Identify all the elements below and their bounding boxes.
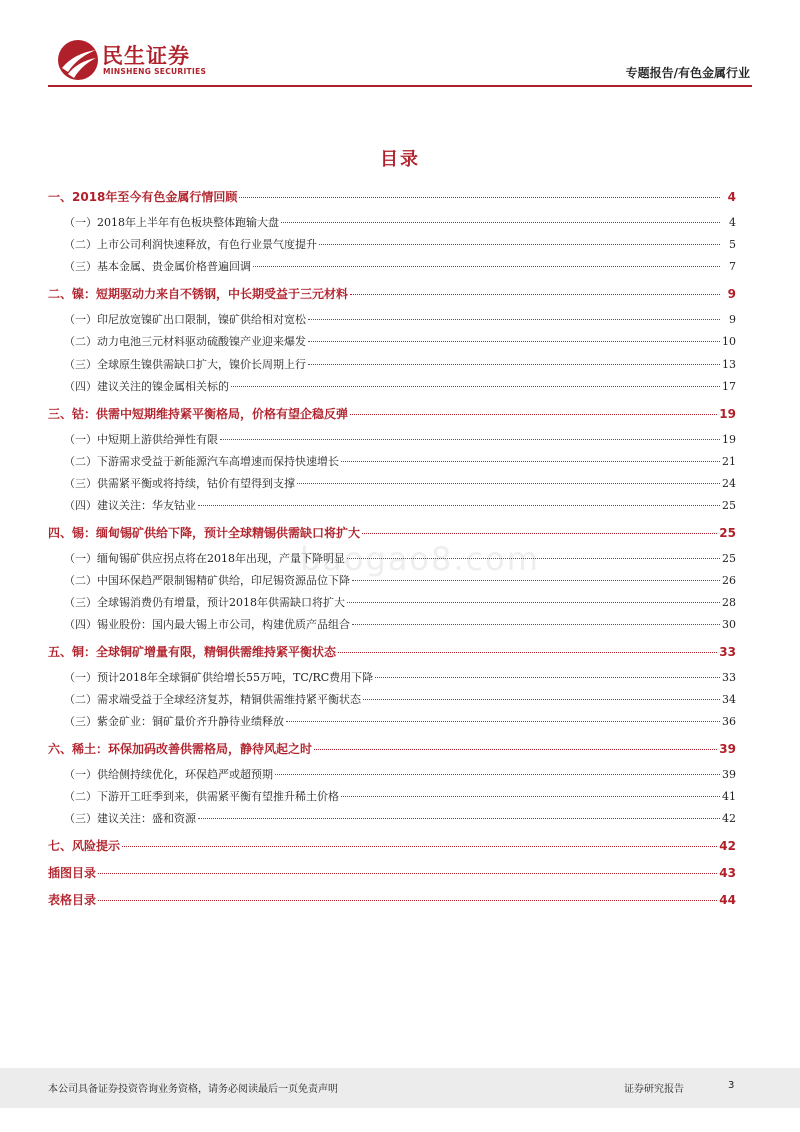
toc-entry-page: 5 bbox=[729, 238, 736, 251]
toc-entry-title: （二）下游需求受益于新能源汽车高增速而保持快速增长 bbox=[64, 455, 339, 468]
footer-disclaimer: 本公司具备证券投资咨询业务资格，请务必阅读最后一页免责声明 bbox=[48, 1084, 338, 1095]
toc-leader-dots bbox=[314, 749, 717, 750]
toc-leader-dots bbox=[347, 558, 720, 559]
toc-entry-page: 25 bbox=[722, 552, 736, 565]
report-type-label: 专题报告/有色金属行业 bbox=[625, 66, 750, 80]
toc-subsection-entry[interactable] bbox=[48, 616, 736, 634]
toc-entry-page: 9 bbox=[729, 313, 736, 326]
toc-entry-title: （四）建议关注的镍金属相关标的 bbox=[64, 380, 229, 393]
toc-entry-page: 34 bbox=[722, 693, 736, 706]
toc-entry-title: （一）2018年上半年有色板块整体跑输大盘 bbox=[64, 216, 279, 229]
toc-section-entry[interactable] bbox=[48, 405, 736, 423]
toc-subsection-entry[interactable] bbox=[48, 356, 736, 374]
toc-leader-dots bbox=[308, 364, 720, 365]
toc-leader-dots bbox=[352, 624, 720, 625]
toc-leader-dots bbox=[319, 244, 720, 245]
toc-entry-title: （二）中国环保趋严限制锡精矿供给，印尼锡资源品位下降 bbox=[64, 574, 350, 587]
toc-entry-page: 4 bbox=[727, 190, 736, 204]
toc-leader-dots bbox=[338, 652, 717, 653]
toc-subsection-entry[interactable] bbox=[48, 572, 736, 590]
toc-entry-title: （一）印尼放宽镍矿出口限制，镍矿供给相对宽松 bbox=[64, 313, 306, 326]
toc-subsection-entry[interactable] bbox=[48, 550, 736, 568]
toc-entry-page: 39 bbox=[722, 768, 736, 781]
toc-entry-page: 21 bbox=[722, 455, 736, 468]
toc-subsection-entry[interactable] bbox=[48, 669, 736, 687]
toc-entry-title: （三）基本金属、贵金属价格普遍回调 bbox=[64, 260, 251, 273]
toc-section-entry[interactable] bbox=[48, 864, 736, 882]
toc-entry-page: 19 bbox=[722, 433, 736, 446]
toc-leader-dots bbox=[308, 341, 720, 342]
footer-report-label: 证券研究报告 bbox=[624, 1084, 684, 1095]
toc-section-entry[interactable] bbox=[48, 285, 736, 303]
toc-leader-dots bbox=[198, 505, 720, 506]
logo-english-name: MINSHENG SECURITIES bbox=[103, 67, 207, 76]
toc-entry-page: 7 bbox=[729, 260, 736, 273]
toc-entry-page: 26 bbox=[722, 574, 736, 587]
toc-entry-title: 六、稀土：环保加码改善供需格局，静待风起之时 bbox=[48, 742, 313, 756]
toc-subsection-entry[interactable] bbox=[48, 497, 736, 515]
toc-subsection-entry[interactable] bbox=[48, 378, 736, 396]
toc-entry-title: 插图目录 bbox=[48, 866, 97, 880]
toc-subsection-entry[interactable] bbox=[48, 810, 736, 828]
toc-leader-dots bbox=[275, 774, 720, 775]
toc-entry-page: 24 bbox=[722, 477, 736, 490]
toc-entry-title: 三、钴：供需中短期维持紧平衡格局，价格有望企稳反弹 bbox=[48, 407, 349, 421]
toc-entry-title: 四、锡：缅甸锡矿供给下降，预计全球精锡供需缺口将扩大 bbox=[48, 526, 361, 540]
toc-entry-page: 28 bbox=[722, 596, 736, 609]
toc-leader-dots bbox=[363, 699, 720, 700]
toc-entry-title: （三）全球锡消费仍有增量，预计2018年供需缺口将扩大 bbox=[64, 596, 345, 609]
toc-entry-title: （二）上市公司利润快速释放，有色行业景气度提升 bbox=[64, 238, 317, 251]
toc-entry-title: （二）下游开工旺季到来，供需紧平衡有望推升稀土价格 bbox=[64, 790, 339, 803]
toc-entry-title: （三）紫金矿业：铜矿量价齐升静待业绩释放 bbox=[64, 715, 284, 728]
toc-leader-dots bbox=[98, 900, 717, 901]
toc-entry-page: 30 bbox=[722, 618, 736, 631]
toc-leader-dots bbox=[198, 818, 720, 819]
toc-entry-page: 36 bbox=[722, 715, 736, 728]
toc-leader-dots bbox=[122, 846, 717, 847]
toc-leader-dots bbox=[239, 197, 720, 198]
toc-leader-dots bbox=[253, 266, 720, 267]
toc-subsection-entry[interactable] bbox=[48, 311, 736, 329]
toc-entry-title: （三）全球原生镍供需缺口扩大，镍价长周期上行 bbox=[64, 358, 306, 371]
toc-leader-dots bbox=[286, 721, 720, 722]
toc-entry-title: 七、风险提示 bbox=[48, 839, 121, 853]
toc-subsection-entry[interactable] bbox=[48, 258, 736, 276]
toc-leader-dots bbox=[308, 319, 720, 320]
toc-entry-page: 43 bbox=[719, 866, 736, 880]
toc-section-entry[interactable] bbox=[48, 891, 736, 909]
page-footer bbox=[0, 1068, 800, 1108]
toc-entry-title: 二、镍：短期驱动力来自不锈钢，中长期受益于三元材料 bbox=[48, 287, 349, 301]
toc-subsection-entry[interactable] bbox=[48, 713, 736, 731]
toc-entry-page: 44 bbox=[719, 893, 736, 907]
toc-leader-dots bbox=[341, 796, 720, 797]
toc-leader-dots bbox=[350, 294, 720, 295]
toc-subsection-entry[interactable] bbox=[48, 788, 736, 806]
toc-entry-page: 25 bbox=[722, 499, 736, 512]
toc-entry-title: 表格目录 bbox=[48, 893, 97, 907]
toc-subsection-entry[interactable] bbox=[48, 691, 736, 709]
toc-entry-title: （二）动力电池三元材料驱动硫酸镍产业迎来爆发 bbox=[64, 335, 306, 348]
page-number: 3 bbox=[728, 1080, 735, 1091]
toc-entry-page: 10 bbox=[722, 335, 736, 348]
toc-entry-page: 13 bbox=[722, 358, 736, 371]
toc-entry-title: （一）预计2018年全球铜矿供给增长55万吨，TC/RC费用下降 bbox=[64, 671, 374, 684]
toc-leader-dots bbox=[352, 580, 720, 581]
toc-entry-title: 一、2018年至今有色金属行情回顾 bbox=[48, 190, 238, 204]
toc-entry-page: 41 bbox=[722, 790, 736, 803]
toc-entry-title: （四）锡业股份：国内最大锡上市公司，构建优质产品组合 bbox=[64, 618, 350, 631]
toc-subsection-entry[interactable] bbox=[48, 236, 736, 254]
logo-chinese-name: 民生证券 bbox=[102, 44, 190, 68]
toc-leader-dots bbox=[281, 222, 720, 223]
header-divider bbox=[48, 85, 752, 87]
toc-title: 目录 bbox=[380, 149, 420, 170]
watermark: baogao8.com bbox=[300, 540, 540, 578]
toc-entry-title: （一）缅甸锡矿供应拐点将在2018年出现，产量下降明显 bbox=[64, 552, 345, 565]
toc-entry-page: 42 bbox=[719, 839, 736, 853]
toc-entry-page: 33 bbox=[719, 645, 736, 659]
toc-leader-dots bbox=[350, 414, 717, 415]
toc-leader-dots bbox=[231, 386, 720, 387]
toc-entry-page: 17 bbox=[722, 380, 736, 393]
company-logo bbox=[56, 38, 236, 82]
toc-section-entry[interactable] bbox=[48, 740, 736, 758]
toc-entry-title: （一）供给侧持续优化，环保趋严或超预期 bbox=[64, 768, 273, 781]
toc-subsection-entry[interactable] bbox=[48, 453, 736, 471]
toc-entry-page: 42 bbox=[722, 812, 736, 825]
toc-subsection-entry[interactable] bbox=[48, 766, 736, 784]
toc-entry-title: （二）需求端受益于全球经济复苏，精铜供需维持紧平衡状态 bbox=[64, 693, 361, 706]
toc-leader-dots bbox=[297, 483, 720, 484]
toc-section-entry[interactable] bbox=[48, 188, 736, 206]
toc-leader-dots bbox=[362, 533, 717, 534]
toc-leader-dots bbox=[98, 873, 717, 874]
toc-entry-title: （四）建议关注：华友钴业 bbox=[64, 499, 196, 512]
toc-subsection-entry[interactable] bbox=[48, 214, 736, 232]
toc-entry-title: 五、铜：全球铜矿增量有限，精铜供需维持紧平衡状态 bbox=[48, 645, 337, 659]
toc-entry-page: 39 bbox=[719, 742, 736, 756]
toc-entry-page: 4 bbox=[729, 216, 736, 229]
toc-subsection-entry[interactable] bbox=[48, 475, 736, 493]
toc-leader-dots bbox=[375, 677, 720, 678]
toc-subsection-entry[interactable] bbox=[48, 333, 736, 351]
toc-section-entry[interactable] bbox=[48, 837, 736, 855]
toc-section-entry[interactable] bbox=[48, 524, 736, 542]
toc-entry-title: （三）供需紧平衡或将持续，钴价有望得到支撑 bbox=[64, 477, 295, 490]
toc-section-entry[interactable] bbox=[48, 643, 736, 661]
toc-leader-dots bbox=[341, 461, 720, 462]
toc-entry-page: 25 bbox=[719, 526, 736, 540]
toc-subsection-entry[interactable] bbox=[48, 594, 736, 612]
toc-entry-title: （一）中短期上游供给弹性有限 bbox=[64, 433, 218, 446]
toc-entry-page: 33 bbox=[722, 671, 736, 684]
toc-entry-page: 19 bbox=[719, 407, 736, 421]
toc-entry-title: （三）建议关注：盛和资源 bbox=[64, 812, 196, 825]
toc-subsection-entry[interactable] bbox=[48, 431, 736, 449]
toc-leader-dots bbox=[347, 602, 720, 603]
toc-leader-dots bbox=[220, 439, 720, 440]
toc-entry-page: 9 bbox=[727, 287, 736, 301]
page-header bbox=[0, 0, 800, 90]
minsheng-logo-icon bbox=[56, 38, 100, 82]
